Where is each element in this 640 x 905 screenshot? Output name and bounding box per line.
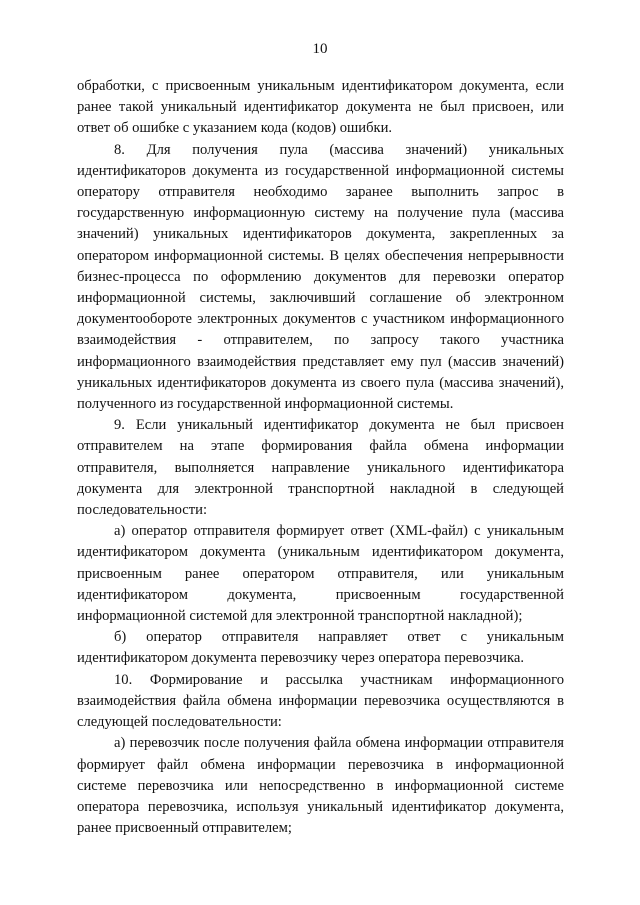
page-number: 10 xyxy=(312,41,328,57)
paragraph-item-10: 10. Формирование и рассылка участникам информационного взаимодействия файла обмена информации перевозчика осуществляются в следующей последовательности: xyxy=(77,671,564,731)
paragraph-item-9a: а) оператор отправителя формирует ответ (XML-файл) с уникальным идентификатором документа (уникальным идентификатором документа, присвоенным ранее оператором отправителя, или уникальным идентификатором документа, присвоенным государственной информационной системой для электронной транспортной накладной); xyxy=(77,523,564,625)
paragraph-item-10a: а) перевозчик после получения файла обмена информации отправителя формирует файл обмена информации перевозчика в информационной системе перевозчика или непосредственно в информационной системе оператора перевозчика, используя уникальный идентификатор документа, ранее присвоенный отправителем; xyxy=(77,735,564,837)
paragraph-item-9b: б) оператор отправителя направляет ответ с уникальным идентификатором документа перевозчику через оператора перевозчика. xyxy=(77,629,564,667)
paragraph-item-8: 8. Для получения пула (массива значений) уникальных идентификаторов документа из государственной информационной системы оператору отправителя необходимо заранее выполнить запрос в государственную информационную систему на получение пула (массива значений) уникальных идентификаторов документа, закрепленных за оператором информационной системы. В целях обеспечения непрерывности бизнес-процесса по оформлению документов для перевозки оператор информационной системы, заключивший соглашение об электронном документообороте электронных документов с участником информационного взаимодействия - отправителем, по запросу такого участника информационного взаимодействия представляет ему пул (массив значений) уникальных идентификаторов документа из своего пула (массива значений), полученного из государственной информационной системы. xyxy=(77,141,564,413)
paragraph-item-9: 9. Если уникальный идентификатор документа не был присвоен отправителем на этапе формирования файла обмена информации отправителя, выполняется направление уникального идентификатора документа для электронной транспортной накладной в следующей последовательности: xyxy=(77,417,564,519)
document-body xyxy=(77,76,564,839)
paragraph-continuation: обработки, с присвоенным уникальным идентификатором документа, если ранее такой уникальный идентификатор документа не был присвоен, или ответ об ошибке с указанием кода (кодов) ошибки. xyxy=(77,78,564,137)
